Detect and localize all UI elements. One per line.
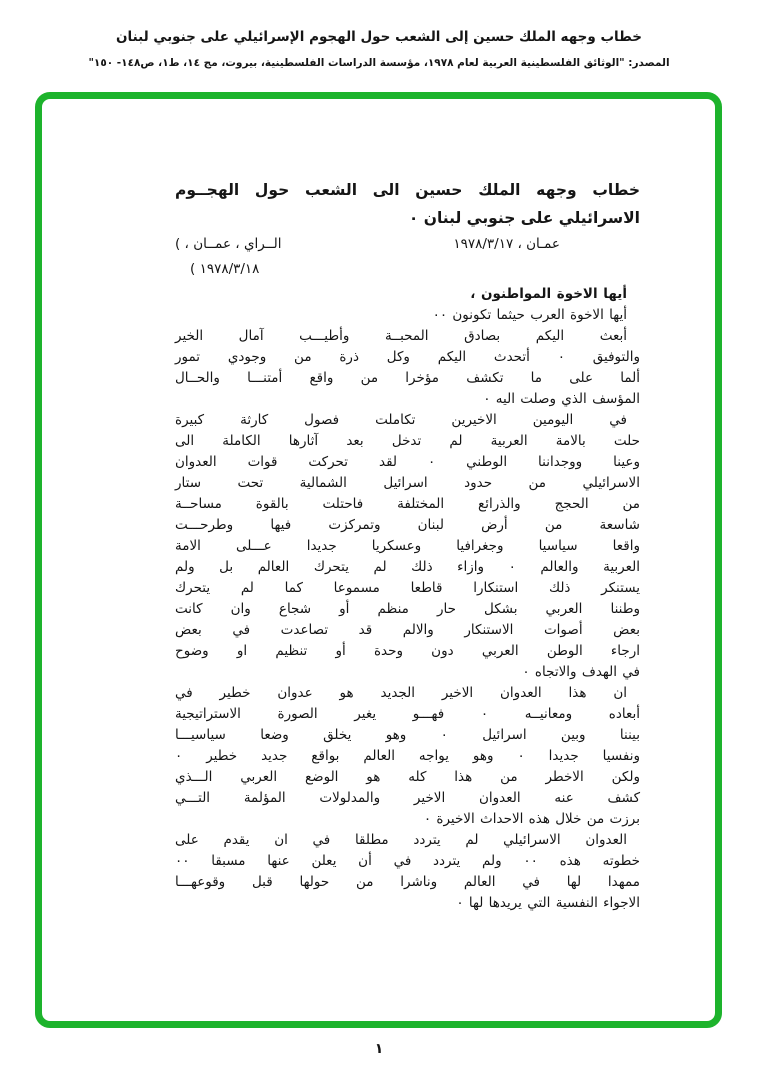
body-line: من الحجج والذرائع المختلفة فاحتلت بالقوة مساحــة xyxy=(175,496,640,512)
body-line: برزت من خلال هذه الاحداث الاخيرة ٠ xyxy=(423,811,640,827)
body-line: الاجواء النفسية التي يريدها لها ٠ xyxy=(456,895,640,911)
body-line: خطوته هذه ٠٠ ولم يتردد في أن يعلن عنها مسبقا ٠٠ xyxy=(175,853,640,869)
page-number: ١ xyxy=(374,1041,384,1057)
body-line: المؤسف الذي وصلت اليه ٠ xyxy=(483,391,640,407)
body-line: أبعث اليكم بصادق المحبــة وأطيـــب آمال الخير xyxy=(175,328,627,344)
dateline-row xyxy=(175,232,640,257)
header-title: خطاب وجهه الملك حسين إلى الشعب حول الهجوم الإسرائيلي على جنوبي لبنان xyxy=(116,29,642,45)
body-line: ارجاء الوطن العربي دون وحدة أو تنظيم او وضوح xyxy=(175,643,640,659)
dateline-place-date: عمـان ، ١٩٧٨/٣/١٧ xyxy=(453,236,560,252)
body-line: والتوفيق ٠ أتحدث اليكم وكل ذرة من وجودي تمور xyxy=(175,349,640,365)
body-line: وطننا العربي بشكل حار منظم أو شجاع وان كانت xyxy=(175,601,640,617)
body-line: وعينا ووجداننا الوطني ٠ لقد تحركت قوات العدوان xyxy=(175,454,640,470)
body-line: العدوان الاسرائيلي لم يتردد مطلقا في ان يقدم على xyxy=(175,832,627,848)
dateline-source-end: ١٩٧٨/٣/١٨ ) xyxy=(190,261,260,277)
document-content xyxy=(175,176,640,914)
body-line: ونفسيا جديدا ٠ وهو يواجه العالم بواقع جديد خطير ٠ xyxy=(175,748,640,764)
document-title-line: خطاب وجهه الملك حسين الى الشعب حول الهجــوم xyxy=(175,181,640,199)
header-source-citation: المصدر: "الوثائق الفلسطينية العربية لعام ١٩٧٨، مؤسسة الدراسات الفلسطينية، بيروت، مج ١٤، ط١، ص١٤٨- ١٥٠" xyxy=(88,57,670,69)
body-line: ان هذا العدوان الاخير الجديد هو عدوان خطير في xyxy=(175,685,627,701)
body-line: يستنكر ذلك استنكارا قاطعا مسموعا كما لم يتحرك xyxy=(175,580,640,596)
dateline xyxy=(175,232,640,282)
document-title xyxy=(175,176,640,232)
body-line: ولكن الاخطر من هذا كله هو الوضع العربي الـــذي xyxy=(175,769,640,785)
dateline-source-start: الــراي ، عمــان ، ) xyxy=(175,236,282,252)
body-line: في الهدف والاتجاه ٠ xyxy=(522,664,640,680)
page-header xyxy=(0,29,758,69)
body-line: الاسرائيلي من حدود اسرائيل الشمالية تحت ستار xyxy=(175,475,640,491)
body-line: بيننا وبين اسرائيل ٠ وهو يخلق وضعا سياسيـــا xyxy=(175,727,640,743)
body-line: بعض أصوات الاستنكار والالم قد تصاعدت في بعض xyxy=(175,622,640,638)
body-line: شاسعة من أرض لبنان وتمركزت فيها وطرحـــت xyxy=(175,517,640,533)
body-line: في اليومين الاخيرين تكاملت فصول كارثة كبيرة xyxy=(175,412,627,428)
body-line: حلت بالامة العربية لم تدخل بعد آثارها الكاملة الى xyxy=(175,433,640,449)
body-line: أبعاده ومعانيــه ٠ فهـــو يغير الصورة الاستراتيجية xyxy=(175,706,640,722)
body-line: واقعا سياسيا وجغرافيا وعسكريا جديدا عـــلى الامة xyxy=(175,538,640,554)
body-line: العربية والعالم ٠ وازاء ذلك لم يتحرك العالم بل ولم xyxy=(175,559,640,575)
body-line: ممهدا لها في العالم وناشرا من حولها قبل وقوعهـــا xyxy=(175,874,640,890)
body-line: كشف عنه العدوان الاخير والمدلولات المؤلمة التـــي xyxy=(175,790,640,806)
document-body xyxy=(175,284,640,914)
body-line: أيها الاخوة العرب حيثما تكونون ٠٠ xyxy=(432,307,627,323)
document-title-line: الاسرائيلي على جنوبي لبنان ٠ xyxy=(408,209,640,227)
body-line: أيها الاخوة المواطنون ، xyxy=(470,286,627,302)
body-line: ألما على ما تكشف مؤخرا من واقع أمتنـــا والحــال xyxy=(175,370,640,386)
